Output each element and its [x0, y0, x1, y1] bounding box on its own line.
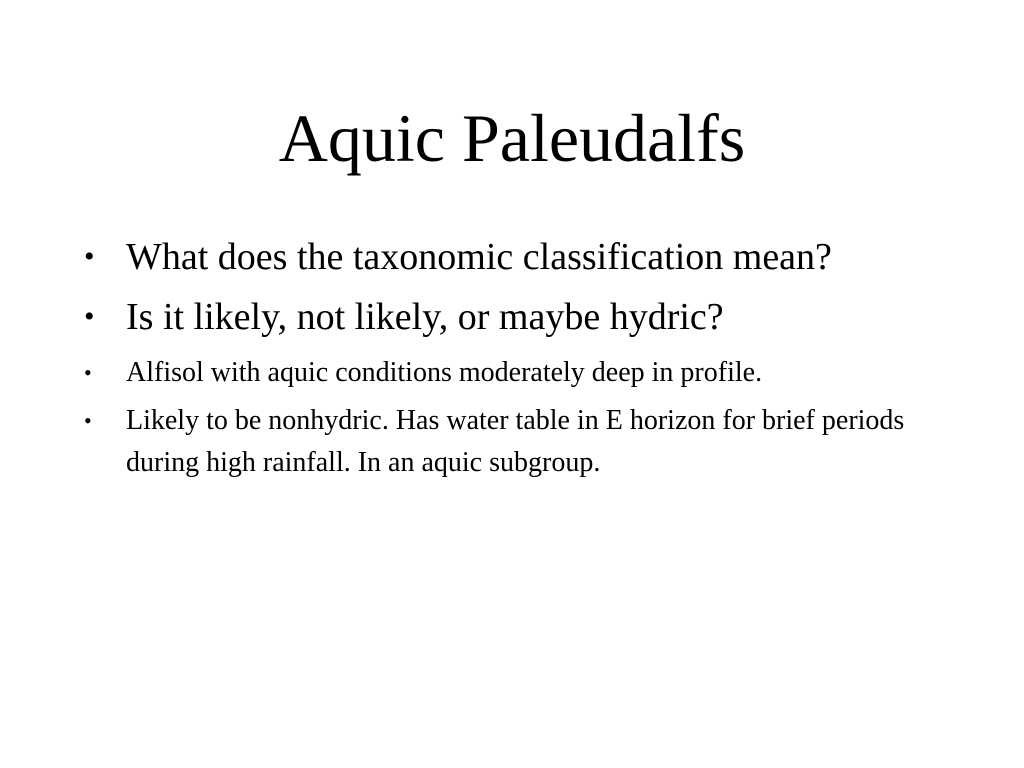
slide-title: Aquic Paleudalfs [278, 100, 746, 176]
bullet-list [84, 232, 944, 490]
bullet-text: Is it likely, not likely, or maybe hydric? [126, 296, 724, 338]
bullet-icon: • [84, 240, 95, 273]
bullet-item [84, 232, 944, 282]
bullet-icon: • [84, 408, 92, 433]
bullet-text: Likely to be nonhydric. Has water table in E horizon for brief periods during high rainfall. In an aquic subgroup. [126, 405, 905, 478]
bullet-text: Alfisol with aquic conditions moderately deep in profile. [126, 357, 763, 388]
bullet-item [84, 352, 944, 394]
bullet-icon: • [84, 300, 95, 333]
bullet-text: What does the taxonomic classification mean? [126, 236, 832, 278]
bullet-icon: • [84, 360, 92, 385]
bullet-item [84, 400, 944, 484]
bullet-item [84, 292, 944, 342]
